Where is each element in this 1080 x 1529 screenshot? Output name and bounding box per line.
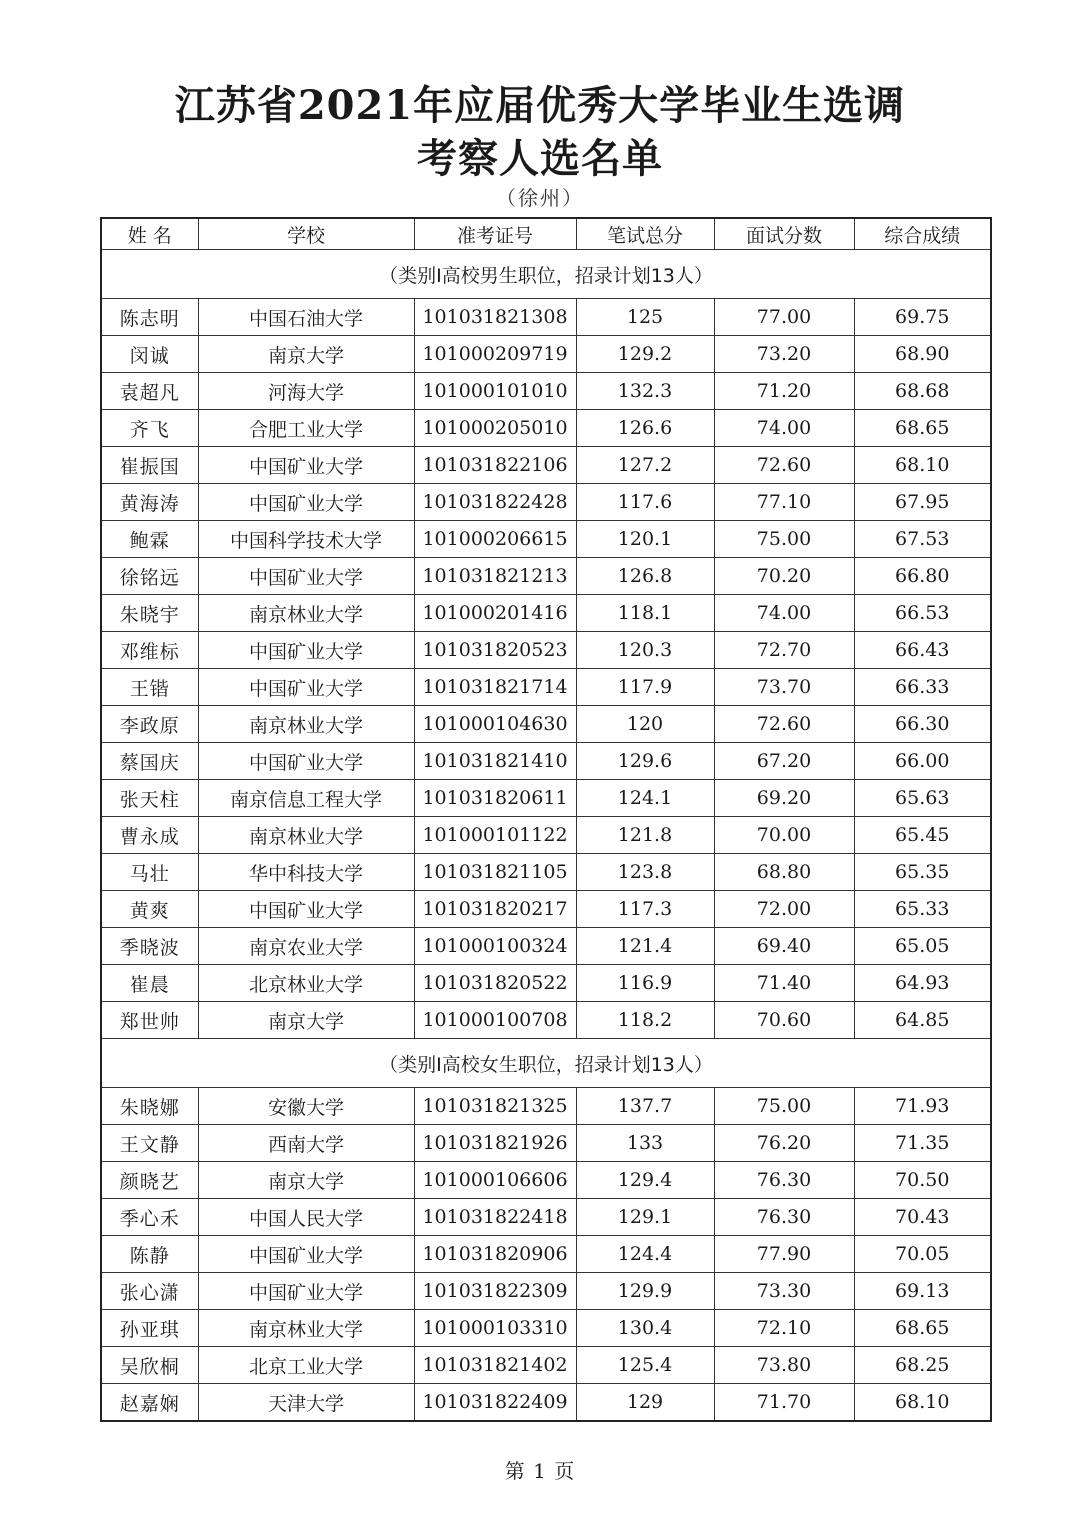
cell-total-score: 65.35 [854, 854, 991, 891]
cell-written-score: 132.3 [576, 373, 714, 410]
cell-interview-score: 70.20 [714, 558, 854, 595]
cell-name: 邓维标 [101, 632, 198, 669]
cell-exam-id: 101031821308 [414, 299, 576, 336]
cell-school: 中国矿业大学 [198, 484, 414, 521]
cell-name: 赵嘉娴 [101, 1384, 198, 1422]
cell-school: 中国科学技术大学 [198, 521, 414, 558]
cell-total-score: 68.90 [854, 336, 991, 373]
cell-total-score: 69.75 [854, 299, 991, 336]
cell-exam-id: 101031820523 [414, 632, 576, 669]
category-label: （类别I高校女生职位，招录计划13人） [101, 1039, 991, 1088]
cell-school: 北京工业大学 [198, 1347, 414, 1384]
cell-written-score: 129.6 [576, 743, 714, 780]
cell-name: 马壮 [101, 854, 198, 891]
cell-interview-score: 69.20 [714, 780, 854, 817]
cell-school: 北京林业大学 [198, 965, 414, 1002]
region-label: （徐州） [496, 186, 584, 210]
cell-exam-id: 101000100708 [414, 1002, 576, 1039]
cell-name: 王锴 [101, 669, 198, 706]
cell-total-score: 64.85 [854, 1002, 991, 1039]
cell-exam-id: 101031820906 [414, 1236, 576, 1273]
cell-written-score: 117.6 [576, 484, 714, 521]
table-row [101, 336, 991, 373]
cell-interview-score: 75.00 [714, 1088, 854, 1125]
cell-school: 西南大学 [198, 1125, 414, 1162]
table-row [101, 1384, 991, 1422]
table-body [101, 250, 991, 1422]
cell-written-score: 129 [576, 1384, 714, 1422]
cell-total-score: 65.63 [854, 780, 991, 817]
cell-written-score: 126.8 [576, 558, 714, 595]
cell-name: 李政原 [101, 706, 198, 743]
cell-total-score: 70.05 [854, 1236, 991, 1273]
cell-total-score: 65.33 [854, 891, 991, 928]
table-row [101, 965, 991, 1002]
cell-name: 朱晓娜 [101, 1088, 198, 1125]
cell-name: 黄海涛 [101, 484, 198, 521]
cell-exam-id: 101000106606 [414, 1162, 576, 1199]
cell-written-score: 126.6 [576, 410, 714, 447]
cell-school: 中国矿业大学 [198, 1273, 414, 1310]
cell-written-score: 121.8 [576, 817, 714, 854]
cell-school: 安徽大学 [198, 1088, 414, 1125]
cell-total-score: 64.93 [854, 965, 991, 1002]
cell-name: 齐飞 [101, 410, 198, 447]
table-row [101, 373, 991, 410]
cell-written-score: 129.4 [576, 1162, 714, 1199]
cell-exam-id: 101031822418 [414, 1199, 576, 1236]
cell-exam-id: 101000100324 [414, 928, 576, 965]
cell-interview-score: 71.40 [714, 965, 854, 1002]
cell-interview-score: 70.00 [714, 817, 854, 854]
cell-name: 黄爽 [101, 891, 198, 928]
cell-name: 闵诚 [101, 336, 198, 373]
cell-interview-score: 72.60 [714, 447, 854, 484]
cell-name: 陈静 [101, 1236, 198, 1273]
cell-name: 张心潇 [101, 1273, 198, 1310]
table-row [101, 299, 991, 336]
cell-interview-score: 76.30 [714, 1199, 854, 1236]
cell-interview-score: 69.40 [714, 928, 854, 965]
cell-written-score: 123.8 [576, 854, 714, 891]
cell-name: 崔振国 [101, 447, 198, 484]
cell-name: 徐铭远 [101, 558, 198, 595]
category-row [101, 1039, 991, 1088]
table-header-row [101, 218, 991, 250]
cell-exam-id: 101031820611 [414, 780, 576, 817]
cell-written-score: 120.1 [576, 521, 714, 558]
cell-written-score: 129.9 [576, 1273, 714, 1310]
cell-school: 中国矿业大学 [198, 669, 414, 706]
cell-name: 袁超凡 [101, 373, 198, 410]
category-row [101, 250, 991, 299]
cell-school: 华中科技大学 [198, 854, 414, 891]
cell-interview-score: 75.00 [714, 521, 854, 558]
cell-exam-id: 101000101010 [414, 373, 576, 410]
cell-total-score: 66.33 [854, 669, 991, 706]
candidate-table [100, 217, 992, 1422]
cell-name: 鲍霖 [101, 521, 198, 558]
cell-interview-score: 76.30 [714, 1162, 854, 1199]
cell-total-score: 66.43 [854, 632, 991, 669]
cell-exam-id: 101031821325 [414, 1088, 576, 1125]
table-row [101, 410, 991, 447]
cell-school: 南京农业大学 [198, 928, 414, 965]
cell-interview-score: 77.00 [714, 299, 854, 336]
cell-exam-id: 101031820522 [414, 965, 576, 1002]
cell-name: 颜晓艺 [101, 1162, 198, 1199]
cell-exam-id: 101000101122 [414, 817, 576, 854]
cell-written-score: 118.2 [576, 1002, 714, 1039]
cell-interview-score: 74.00 [714, 410, 854, 447]
table-row [101, 854, 991, 891]
cell-exam-id: 101031822309 [414, 1273, 576, 1310]
cell-interview-score: 71.70 [714, 1384, 854, 1422]
cell-school: 南京林业大学 [198, 1310, 414, 1347]
table-row [101, 1199, 991, 1236]
table-row [101, 595, 991, 632]
cell-name: 季心禾 [101, 1199, 198, 1236]
cell-interview-score: 74.00 [714, 595, 854, 632]
cell-name: 蔡国庆 [101, 743, 198, 780]
header-exam-id: 准考证号 [414, 218, 576, 250]
cell-school: 河海大学 [198, 373, 414, 410]
table-row [101, 669, 991, 706]
cell-name: 王文静 [101, 1125, 198, 1162]
cell-school: 中国矿业大学 [198, 447, 414, 484]
cell-interview-score: 77.10 [714, 484, 854, 521]
table-row [101, 1088, 991, 1125]
cell-total-score: 69.13 [854, 1273, 991, 1310]
header-interview-score: 面试分数 [714, 218, 854, 250]
table-row [101, 706, 991, 743]
cell-total-score: 68.65 [854, 410, 991, 447]
cell-interview-score: 68.80 [714, 854, 854, 891]
cell-total-score: 67.53 [854, 521, 991, 558]
cell-written-score: 133 [576, 1125, 714, 1162]
table-row [101, 891, 991, 928]
table-row [101, 780, 991, 817]
page-number: 第 1 页 [504, 1459, 576, 1483]
cell-total-score: 71.93 [854, 1088, 991, 1125]
cell-exam-id: 101031820217 [414, 891, 576, 928]
cell-exam-id: 101031821105 [414, 854, 576, 891]
cell-name: 张天柱 [101, 780, 198, 817]
cell-name: 曹永成 [101, 817, 198, 854]
cell-total-score: 68.10 [854, 1384, 991, 1422]
cell-total-score: 70.43 [854, 1199, 991, 1236]
cell-exam-id: 101031822409 [414, 1384, 576, 1422]
cell-written-score: 124.4 [576, 1236, 714, 1273]
cell-exam-id: 101031821410 [414, 743, 576, 780]
cell-interview-score: 73.80 [714, 1347, 854, 1384]
cell-total-score: 65.45 [854, 817, 991, 854]
cell-school: 南京大学 [198, 1002, 414, 1039]
cell-exam-id: 101031821213 [414, 558, 576, 595]
cell-interview-score: 71.20 [714, 373, 854, 410]
cell-total-score: 70.50 [854, 1162, 991, 1199]
cell-school: 中国矿业大学 [198, 891, 414, 928]
cell-school: 南京林业大学 [198, 595, 414, 632]
cell-total-score: 68.65 [854, 1310, 991, 1347]
table-row [101, 743, 991, 780]
cell-name: 孙亚琪 [101, 1310, 198, 1347]
cell-exam-id: 101000205010 [414, 410, 576, 447]
cell-written-score: 124.1 [576, 780, 714, 817]
cell-interview-score: 67.20 [714, 743, 854, 780]
cell-total-score: 66.00 [854, 743, 991, 780]
cell-exam-id: 101000104630 [414, 706, 576, 743]
cell-written-score: 120 [576, 706, 714, 743]
cell-name: 吴欣桐 [101, 1347, 198, 1384]
cell-total-score: 65.05 [854, 928, 991, 965]
cell-total-score: 66.53 [854, 595, 991, 632]
cell-written-score: 117.9 [576, 669, 714, 706]
cell-total-score: 66.30 [854, 706, 991, 743]
cell-interview-score: 76.20 [714, 1125, 854, 1162]
cell-exam-id: 101000209719 [414, 336, 576, 373]
cell-interview-score: 72.70 [714, 632, 854, 669]
cell-name: 崔晨 [101, 965, 198, 1002]
header-school: 学校 [198, 218, 414, 250]
table-row [101, 817, 991, 854]
cell-school: 中国矿业大学 [198, 632, 414, 669]
header-total-score: 综合成绩 [854, 218, 991, 250]
cell-name: 朱晓宇 [101, 595, 198, 632]
table-row [101, 1125, 991, 1162]
table-row [101, 447, 991, 484]
cell-school: 南京大学 [198, 336, 414, 373]
table-row [101, 1002, 991, 1039]
cell-school: 合肥工业大学 [198, 410, 414, 447]
cell-interview-score: 77.90 [714, 1236, 854, 1273]
document-title-line2: 考察人选名单 [417, 135, 663, 182]
cell-interview-score: 72.60 [714, 706, 854, 743]
table-row [101, 558, 991, 595]
category-label: （类别I高校男生职位，招录计划13人） [101, 250, 991, 299]
cell-school: 中国矿业大学 [198, 743, 414, 780]
table-row [101, 928, 991, 965]
cell-exam-id: 101031822106 [414, 447, 576, 484]
table-row [101, 1273, 991, 1310]
cell-interview-score: 73.20 [714, 336, 854, 373]
cell-school: 天津大学 [198, 1384, 414, 1422]
cell-exam-id: 101031821926 [414, 1125, 576, 1162]
cell-exam-id: 101031821714 [414, 669, 576, 706]
cell-exam-id: 101000201416 [414, 595, 576, 632]
cell-total-score: 68.68 [854, 373, 991, 410]
cell-exam-id: 101000206615 [414, 521, 576, 558]
cell-written-score: 120.3 [576, 632, 714, 669]
cell-school: 中国矿业大学 [198, 1236, 414, 1273]
cell-written-score: 116.9 [576, 965, 714, 1002]
cell-school: 南京林业大学 [198, 706, 414, 743]
cell-exam-id: 101000103310 [414, 1310, 576, 1347]
cell-exam-id: 101031822428 [414, 484, 576, 521]
table-row [101, 1347, 991, 1384]
cell-written-score: 129.2 [576, 336, 714, 373]
cell-written-score: 121.4 [576, 928, 714, 965]
cell-school: 南京信息工程大学 [198, 780, 414, 817]
table-row [101, 1236, 991, 1273]
cell-school: 中国人民大学 [198, 1199, 414, 1236]
cell-total-score: 71.35 [854, 1125, 991, 1162]
cell-exam-id: 101031821402 [414, 1347, 576, 1384]
cell-interview-score: 73.70 [714, 669, 854, 706]
cell-written-score: 127.2 [576, 447, 714, 484]
cell-written-score: 129.1 [576, 1199, 714, 1236]
cell-total-score: 66.80 [854, 558, 991, 595]
cell-school: 南京林业大学 [198, 817, 414, 854]
cell-interview-score: 72.00 [714, 891, 854, 928]
document-title-line1: 江苏省2021年应届优秀大学毕业生选调 [174, 82, 906, 129]
cell-written-score: 130.4 [576, 1310, 714, 1347]
cell-name: 季晓波 [101, 928, 198, 965]
cell-name: 陈志明 [101, 299, 198, 336]
cell-name: 郑世帅 [101, 1002, 198, 1039]
table-row [101, 1310, 991, 1347]
table-row [101, 1162, 991, 1199]
cell-school: 中国石油大学 [198, 299, 414, 336]
cell-written-score: 118.1 [576, 595, 714, 632]
cell-written-score: 117.3 [576, 891, 714, 928]
cell-interview-score: 73.30 [714, 1273, 854, 1310]
cell-school: 南京大学 [198, 1162, 414, 1199]
cell-total-score: 68.10 [854, 447, 991, 484]
cell-school: 中国矿业大学 [198, 558, 414, 595]
cell-written-score: 125.4 [576, 1347, 714, 1384]
cell-total-score: 68.25 [854, 1347, 991, 1384]
header-written-score: 笔试总分 [576, 218, 714, 250]
table-row [101, 521, 991, 558]
table-row [101, 632, 991, 669]
cell-interview-score: 70.60 [714, 1002, 854, 1039]
cell-interview-score: 72.10 [714, 1310, 854, 1347]
cell-written-score: 137.7 [576, 1088, 714, 1125]
header-name: 姓 名 [101, 218, 198, 250]
cell-written-score: 125 [576, 299, 714, 336]
cell-total-score: 67.95 [854, 484, 991, 521]
table-row [101, 484, 991, 521]
